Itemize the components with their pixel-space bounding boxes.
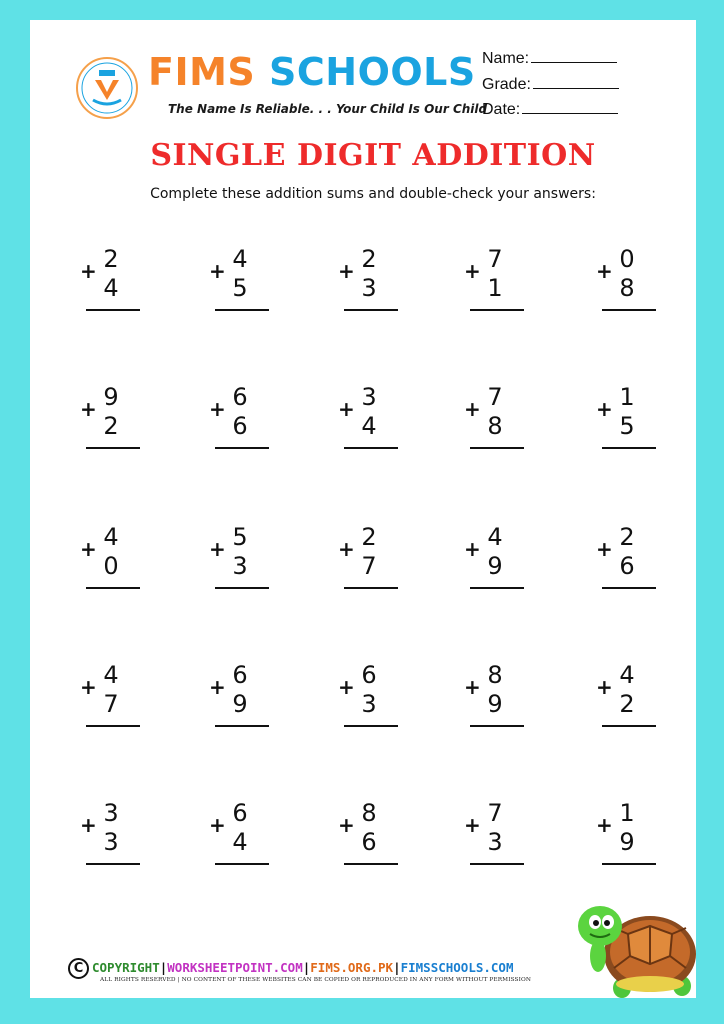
plus-sign: + — [80, 813, 97, 837]
answer-line[interactable] — [602, 587, 656, 589]
plus-sign: + — [464, 537, 481, 561]
plus-sign: + — [209, 537, 226, 561]
addend-top: 6 — [361, 661, 377, 689]
site-worksheetpoint[interactable]: WORKSHEETPOINT.COM — [167, 960, 303, 975]
addend-bottom: 3 — [232, 552, 248, 580]
answer-line[interactable] — [470, 309, 524, 311]
addend-top: 3 — [103, 799, 119, 827]
addition-problem — [450, 800, 530, 870]
addend-bottom: 5 — [619, 412, 635, 440]
answer-line[interactable] — [470, 725, 524, 727]
addend-top: 8 — [361, 799, 377, 827]
plus-sign: + — [338, 259, 355, 283]
plus-sign: + — [209, 675, 226, 699]
answer-line[interactable] — [602, 309, 656, 311]
addend-bottom: 6 — [232, 412, 248, 440]
instructions: Complete these addition sums and double-check your answers: — [150, 186, 596, 202]
plus-sign: + — [338, 537, 355, 561]
addend-top: 1 — [619, 799, 635, 827]
addition-problem — [450, 246, 530, 316]
rights-notice: ALL RIGHTS RESERVED | NO CONTENT OF THESE WEBSITES CAN BE COPIED OR REPRODUCED IN ANY FORM WITHOUT PERMISSION — [100, 977, 532, 983]
answer-line[interactable] — [86, 309, 140, 311]
plus-sign: + — [464, 259, 481, 283]
plus-sign: + — [596, 537, 613, 561]
plus-sign: + — [209, 397, 226, 421]
addend-bottom: 6 — [619, 552, 635, 580]
plus-sign: + — [209, 259, 226, 283]
problem-grid — [30, 20, 696, 920]
answer-line[interactable] — [215, 587, 269, 589]
plus-sign: + — [338, 397, 355, 421]
answer-line[interactable] — [470, 863, 524, 865]
site-fimsschools[interactable]: FIMSSCHOOLS.COM — [400, 960, 514, 975]
answer-line[interactable] — [602, 863, 656, 865]
answer-line[interactable] — [344, 309, 398, 311]
brand-word-schools: SCHOOLS — [269, 50, 476, 94]
addend-bottom: 2 — [103, 412, 119, 440]
addend-top: 3 — [361, 383, 377, 411]
addend-bottom: 4 — [232, 828, 248, 856]
addend-bottom: 9 — [487, 552, 503, 580]
addition-problem — [66, 246, 146, 316]
addition-problem — [66, 662, 146, 732]
addition-problem — [66, 524, 146, 594]
answer-line[interactable] — [344, 587, 398, 589]
addend-bottom: 8 — [487, 412, 503, 440]
addition-problem — [582, 800, 662, 870]
answer-line[interactable] — [215, 725, 269, 727]
addition-problem — [66, 384, 146, 454]
addition-problem — [582, 384, 662, 454]
addition-problem — [195, 800, 275, 870]
addend-top: 9 — [103, 383, 119, 411]
addition-problem — [195, 524, 275, 594]
plus-sign: + — [464, 675, 481, 699]
addend-bottom: 0 — [103, 552, 119, 580]
site-fims-org[interactable]: FIMS.ORG.PK — [310, 960, 394, 975]
addition-problem — [195, 246, 275, 316]
answer-line[interactable] — [470, 587, 524, 589]
answer-line[interactable] — [344, 725, 398, 727]
plus-sign: + — [596, 259, 613, 283]
plus-sign: + — [338, 813, 355, 837]
addition-problem — [324, 800, 404, 870]
separator: | — [159, 960, 168, 975]
plus-sign: + — [464, 813, 481, 837]
brand-word-fims: FIMS — [148, 50, 256, 94]
turtle-illustration — [570, 896, 700, 1001]
addition-problem — [450, 524, 530, 594]
addend-top: 2 — [103, 245, 119, 273]
addend-top: 7 — [487, 245, 503, 273]
answer-line[interactable] — [86, 447, 140, 449]
addend-bottom: 3 — [487, 828, 503, 856]
copyright-text: COPYRIGHT — [92, 960, 160, 975]
answer-line[interactable] — [215, 863, 269, 865]
answer-line[interactable] — [86, 587, 140, 589]
addition-problem — [195, 662, 275, 732]
answer-line[interactable] — [344, 863, 398, 865]
addend-top: 6 — [232, 799, 248, 827]
plus-sign: + — [80, 675, 97, 699]
addend-bottom: 7 — [103, 690, 119, 718]
plus-sign: + — [596, 397, 613, 421]
addition-problem — [66, 800, 146, 870]
addend-top: 0 — [619, 245, 635, 273]
addition-problem — [582, 662, 662, 732]
plus-sign: + — [209, 813, 226, 837]
answer-line[interactable] — [470, 447, 524, 449]
addend-top: 4 — [619, 661, 635, 689]
tagline: The Name Is Reliable. . . Your Child Is Our Child — [168, 102, 488, 116]
plus-sign: + — [464, 397, 481, 421]
plus-sign: + — [596, 813, 613, 837]
addend-bottom: 9 — [232, 690, 248, 718]
addend-bottom: 3 — [103, 828, 119, 856]
addition-problem — [582, 246, 662, 316]
answer-line[interactable] — [215, 309, 269, 311]
addend-bottom: 4 — [361, 412, 377, 440]
worksheet-page — [30, 20, 696, 998]
addend-top: 6 — [232, 661, 248, 689]
addition-problem — [324, 524, 404, 594]
addend-bottom: 7 — [361, 552, 377, 580]
addend-top: 4 — [103, 523, 119, 551]
addend-bottom: 9 — [619, 828, 635, 856]
grade-label: Grade: — [482, 76, 531, 93]
answer-line[interactable] — [215, 447, 269, 449]
footer-credits — [68, 958, 513, 979]
plus-sign: + — [80, 397, 97, 421]
addend-top: 2 — [361, 245, 377, 273]
addend-bottom: 1 — [487, 274, 503, 302]
addend-top: 4 — [232, 245, 248, 273]
addend-bottom: 2 — [619, 690, 635, 718]
separator: | — [302, 960, 311, 975]
addend-top: 2 — [361, 523, 377, 551]
addition-problem — [582, 524, 662, 594]
addend-bottom: 3 — [361, 274, 377, 302]
addend-top: 8 — [487, 661, 503, 689]
addition-problem — [324, 384, 404, 454]
addend-top: 6 — [232, 383, 248, 411]
answer-line[interactable] — [602, 725, 656, 727]
plus-sign: + — [596, 675, 613, 699]
answer-line[interactable] — [602, 447, 656, 449]
addition-problem — [324, 662, 404, 732]
answer-line[interactable] — [344, 447, 398, 449]
addend-bottom: 9 — [487, 690, 503, 718]
addend-bottom: 8 — [619, 274, 635, 302]
addition-problem — [450, 384, 530, 454]
addition-problem — [450, 662, 530, 732]
addend-top: 2 — [619, 523, 635, 551]
date-label: Date: — [482, 101, 521, 118]
addend-top: 4 — [103, 661, 119, 689]
addend-bottom: 4 — [103, 274, 119, 302]
addend-bottom: 5 — [232, 274, 248, 302]
plus-sign: + — [80, 537, 97, 561]
addend-top: 4 — [487, 523, 503, 551]
addition-problem — [195, 384, 275, 454]
separator: | — [393, 960, 401, 975]
addend-top: 1 — [619, 383, 635, 411]
answer-line[interactable] — [86, 863, 140, 865]
addend-bottom: 3 — [361, 690, 377, 718]
addition-problem — [324, 246, 404, 316]
addend-top: 5 — [232, 523, 248, 551]
worksheet-title: SINGLE DIGIT ADDITION — [150, 138, 596, 173]
plus-sign: + — [80, 259, 97, 283]
plus-sign: + — [338, 675, 355, 699]
answer-line[interactable] — [86, 725, 140, 727]
addend-bottom: 6 — [361, 828, 377, 856]
addend-top: 7 — [487, 383, 503, 411]
addend-top: 7 — [487, 799, 503, 827]
name-label: Name: — [482, 50, 530, 67]
copyright-icon: C — [68, 958, 89, 979]
